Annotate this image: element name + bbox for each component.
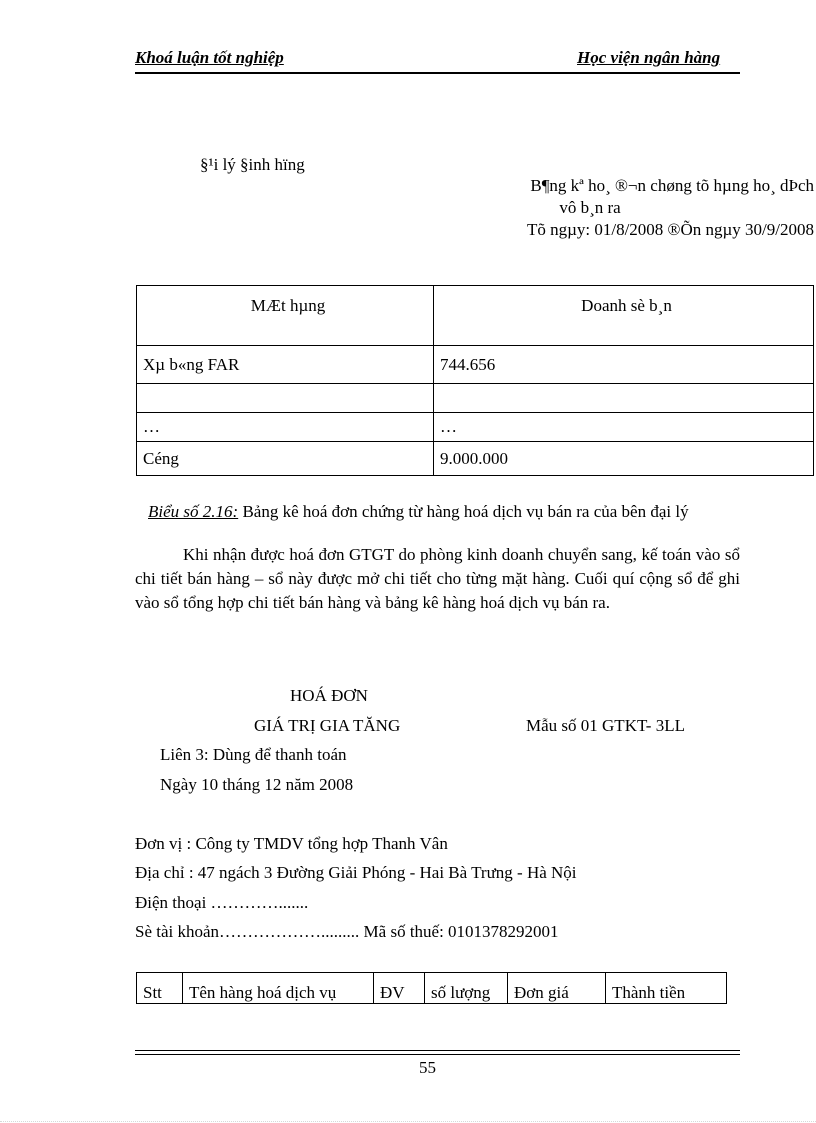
body-paragraph bbox=[135, 543, 740, 615]
column-header-price: Đơn giá bbox=[508, 973, 606, 1004]
column-header-item: MÆt hµng bbox=[137, 286, 434, 346]
invoice-form-number: Mẫu số 01 GTKT- 3LL bbox=[526, 716, 685, 735]
agent-name: §¹i lý §inh hïng bbox=[200, 155, 305, 174]
page-edge bbox=[0, 1121, 816, 1122]
table-cell: Xµ b«ng FAR bbox=[137, 346, 434, 384]
table-cell: … bbox=[434, 413, 814, 442]
table-cell: Céng bbox=[137, 442, 434, 476]
invoice-phone: Điện thoại …………....... bbox=[135, 893, 309, 912]
table-caption bbox=[148, 502, 689, 522]
column-header-amount: Thành tiền bbox=[606, 973, 727, 1004]
column-header-stt: Stt bbox=[137, 973, 183, 1004]
table-cell bbox=[137, 384, 434, 413]
caption-label: Biểu số 2.16: bbox=[148, 502, 239, 521]
table-cell: 9.000.000 bbox=[434, 442, 814, 476]
column-header-goods: Tên hàng hoá dịch vụ bbox=[183, 973, 374, 1004]
table-row bbox=[137, 384, 814, 413]
invoice-account: Sè tài khoản………………......... Mã số thuế: 0101378292001 bbox=[135, 922, 559, 941]
list-title-line1: B¶ng kª ho¸ ®¬n chøng tõ hµng ho¸ dÞch bbox=[530, 176, 814, 195]
caption-text: Bảng kê hoá đơn chứng từ hàng hoá dịch vụ bán ra của bên đại lý bbox=[238, 502, 689, 521]
invoice-unit: Đơn vị : Công ty TMDV tổng hợp Thanh Vân bbox=[135, 834, 448, 853]
paragraph-text: Khi nhận được hoá đơn GTGT do phòng kinh doanh chuyển sang, kế toán vào sổ chi tiết bán hàng – sổ này được mở chi tiết cho từng mặt hàng. Cuối quí cộng sổ để ghi vào sổ tổng hợp chi tiết bán hàng và bảng kê hàng hoá dịch vụ bán ra. bbox=[135, 545, 740, 612]
table-cell: … bbox=[137, 413, 434, 442]
page-number: 55 bbox=[419, 1058, 436, 1077]
invoice-date: Ngày 10 tháng 12 năm 2008 bbox=[160, 775, 354, 794]
column-header-unit: ĐV bbox=[374, 973, 425, 1004]
list-title-line2: vô b¸n ra bbox=[559, 198, 621, 217]
table-cell bbox=[434, 384, 814, 413]
list-title-line3: Tõ ngµy: 01/8/2008 ®Õn ngµy 30/9/2008 bbox=[526, 220, 814, 239]
header-rule bbox=[135, 72, 740, 74]
column-header-sales: Doanh sè b¸n bbox=[434, 286, 814, 346]
sales-list-table bbox=[136, 285, 814, 476]
footer-rule bbox=[135, 1054, 740, 1055]
table-total-row bbox=[137, 442, 814, 476]
invoice-items-table bbox=[136, 972, 727, 1004]
table-header-row bbox=[137, 973, 727, 1004]
column-header-quantity: số lượng bbox=[425, 973, 508, 1004]
invoice-address: Địa chỉ : 47 ngách 3 Đường Giải Phóng - Hai Bà Trưng - Hà Nội bbox=[135, 863, 577, 882]
header-left: Khoá luận tốt nghiệp bbox=[135, 48, 284, 67]
table-header-row bbox=[137, 286, 814, 346]
invoice-title: HOÁ ĐƠN bbox=[290, 686, 368, 705]
invoice-subtitle: GIÁ TRỊ GIA TĂNG bbox=[254, 716, 401, 735]
table-row bbox=[137, 346, 814, 384]
table-cell: 744.656 bbox=[434, 346, 814, 384]
footer-rule bbox=[135, 1050, 740, 1051]
table-row bbox=[137, 413, 814, 442]
invoice-copy: Liên 3: Dùng để thanh toán bbox=[160, 745, 347, 764]
header-right: Học viện ngân hàng bbox=[577, 48, 721, 67]
